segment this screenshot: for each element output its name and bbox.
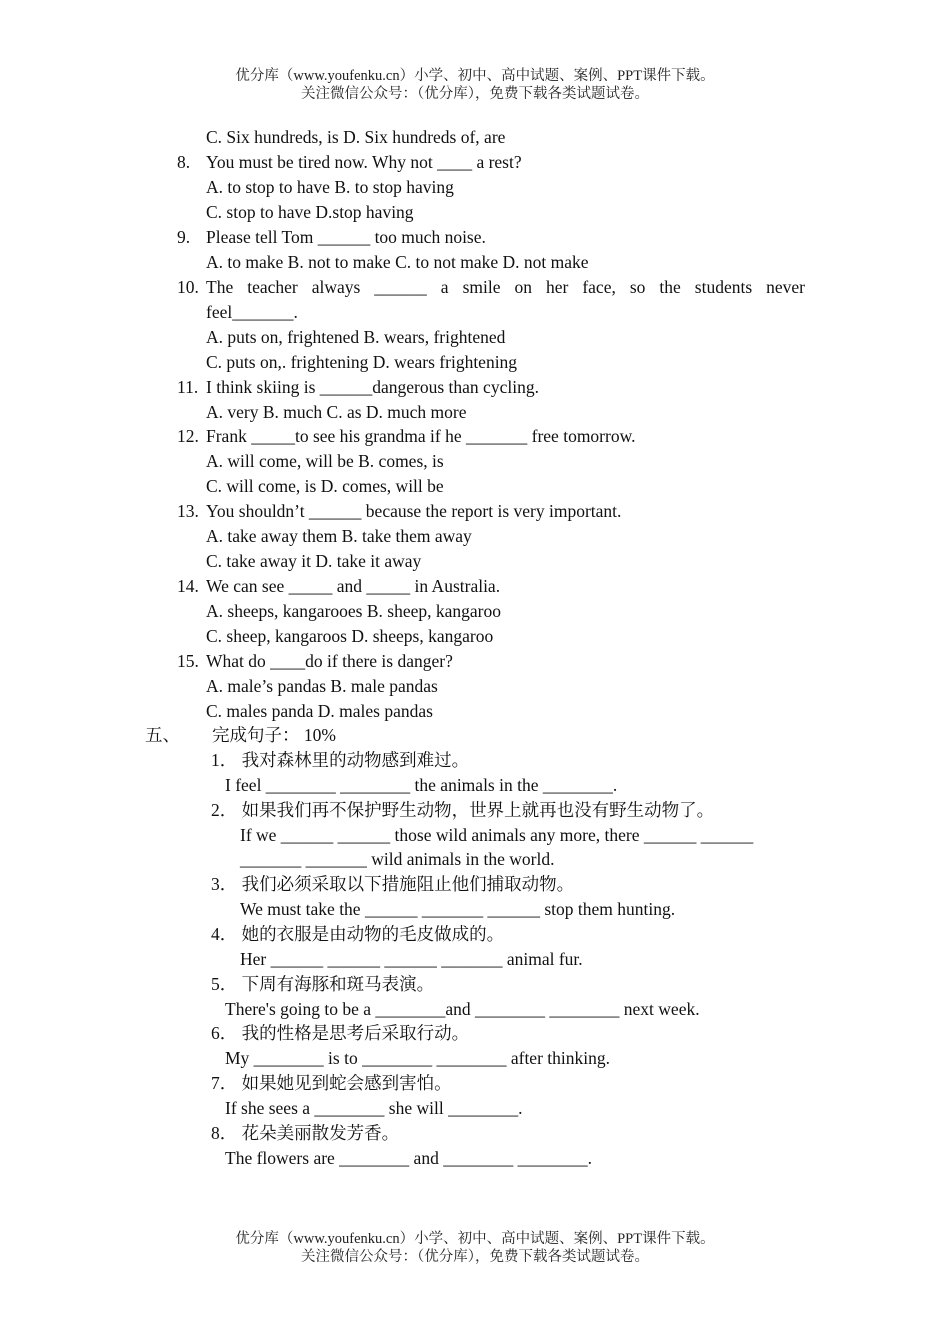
sentence-6-chinese: 6． 我的性格是思考后采取行动。 — [211, 1023, 470, 1043]
q11-number: 11. — [177, 377, 199, 397]
q9-options: A. to make B. not to make C. to not make D. not make — [206, 252, 589, 272]
sentence-4-chinese: 4． 她的衣服是由动物的毛皮做成的。 — [211, 924, 505, 944]
q10-stem: The teacher always ______ a smile on her face, so the students never — [206, 277, 805, 297]
q11-stem: I think skiing is ______dangerous than cycling. — [206, 377, 539, 397]
q8-number: 8. — [177, 152, 191, 172]
q15-stem: What do ____do if there is danger? — [206, 651, 453, 671]
header-line-1: 优分库（www.youfenku.cn）小学、初中、高中试题、案例、PPT课件下载。 — [235, 68, 715, 84]
section-title: 完成句子： 10% — [212, 725, 336, 745]
q15-options-ab: A. male’s pandas B. male pandas — [206, 676, 438, 696]
sentence-6-english: My ________ is to ________ ________ after thinking. — [225, 1048, 610, 1068]
sentence-8-english: The flowers are ________ and ________ ________. — [225, 1148, 592, 1168]
q14-options-ab: A. sheeps, kangarooes B. sheep, kangaroo — [206, 601, 501, 621]
q15-options-cd: C. males panda D. males pandas — [206, 701, 433, 721]
sentence-1-chinese: 1． 我对森林里的动物感到难过。 — [211, 750, 470, 770]
q13-options-ab: A. take away them B. take them away — [206, 526, 472, 546]
q10-options-cd: C. puts on,. frightening D. wears frightening — [206, 352, 518, 372]
sentence-2-english: If we ______ ______ those wild animals any more, there ______ ______ — [240, 825, 754, 845]
q12-number: 12. — [177, 426, 199, 446]
sentence-5-chinese: 5． 下周有海豚和斑马表演。 — [211, 974, 435, 994]
q8-stem: You must be tired now. Why not ____ a rest? — [206, 152, 522, 172]
footer-line-2: 关注微信公众号：（优分库），免费下载各类试题试卷。 — [301, 1249, 649, 1265]
sentence-3-english: We must take the ______ _______ ______ stop them hunting. — [240, 899, 676, 919]
sentence-2-chinese: 2． 如果我们再不保护野生动物，世界上就再也没有野生动物了。 — [211, 800, 715, 820]
q11-options: A. very B. much C. as D. much more — [206, 402, 467, 422]
q12-stem: Frank _____to see his grandma if he _______ free tomorrow. — [206, 426, 636, 446]
q8-options-cd: C. stop to have D.stop having — [206, 202, 414, 222]
sentence-2-english-continued: _______ _______ wild animals in the world. — [240, 849, 555, 869]
page-footer — [0, 1230, 950, 1266]
sentence-7-chinese: 7． 如果她见到蛇会感到害怕。 — [211, 1073, 452, 1093]
q12-options-ab: A. will come, will be B. comes, is — [206, 451, 444, 471]
sentence-7-english: If she sees a ________ she will ________. — [225, 1098, 523, 1118]
sentence-3-chinese: 3． 我们必须采取以下措施阻止他们捕取动物。 — [211, 874, 575, 894]
section-number: 五、 — [145, 725, 180, 745]
sentence-8-chinese: 8． 花朵美丽散发芳香。 — [211, 1123, 400, 1143]
q15-number: 15. — [177, 651, 199, 671]
page-header — [0, 67, 950, 103]
q14-stem: We can see _____ and _____ in Australia. — [206, 576, 501, 596]
q13-options-cd: C. take away it D. take it away — [206, 551, 422, 571]
q13-stem: You shouldn’t ______ because the report is very important. — [206, 501, 622, 521]
q14-options-cd: C. sheep, kangaroos D. sheeps, kangaroo — [206, 626, 494, 646]
q8-options-ab: A. to stop to have B. to stop having — [206, 177, 454, 197]
sentence-1-english: I feel ________ ________ the animals in the ________. — [225, 775, 618, 795]
q9-stem: Please tell Tom ______ too much noise. — [206, 227, 486, 247]
q14-number: 14. — [177, 576, 199, 596]
header-line-2: 关注微信公众号：（优分库），免费下载各类试题试卷。 — [301, 86, 649, 102]
q7-options-cd: C. Six hundreds, is D. Six hundreds of, are — [206, 127, 506, 147]
q10-options-ab: A. puts on, frightened B. wears, frightened — [206, 327, 506, 347]
q10-number: 10. — [177, 277, 199, 297]
footer-line-1: 优分库（www.youfenku.cn）小学、初中、高中试题、案例、PPT课件下载。 — [235, 1231, 715, 1247]
q9-number: 9. — [177, 227, 191, 247]
q12-options-cd: C. will come, is D. comes, will be — [206, 476, 444, 496]
sentence-5-english: There's going to be a ________and ________ ________ next week. — [225, 999, 700, 1019]
q10-stem-continued: feel_______. — [206, 302, 298, 322]
q13-number: 13. — [177, 501, 199, 521]
sentence-4-english: Her ______ ______ ______ _______ animal fur. — [240, 949, 583, 969]
